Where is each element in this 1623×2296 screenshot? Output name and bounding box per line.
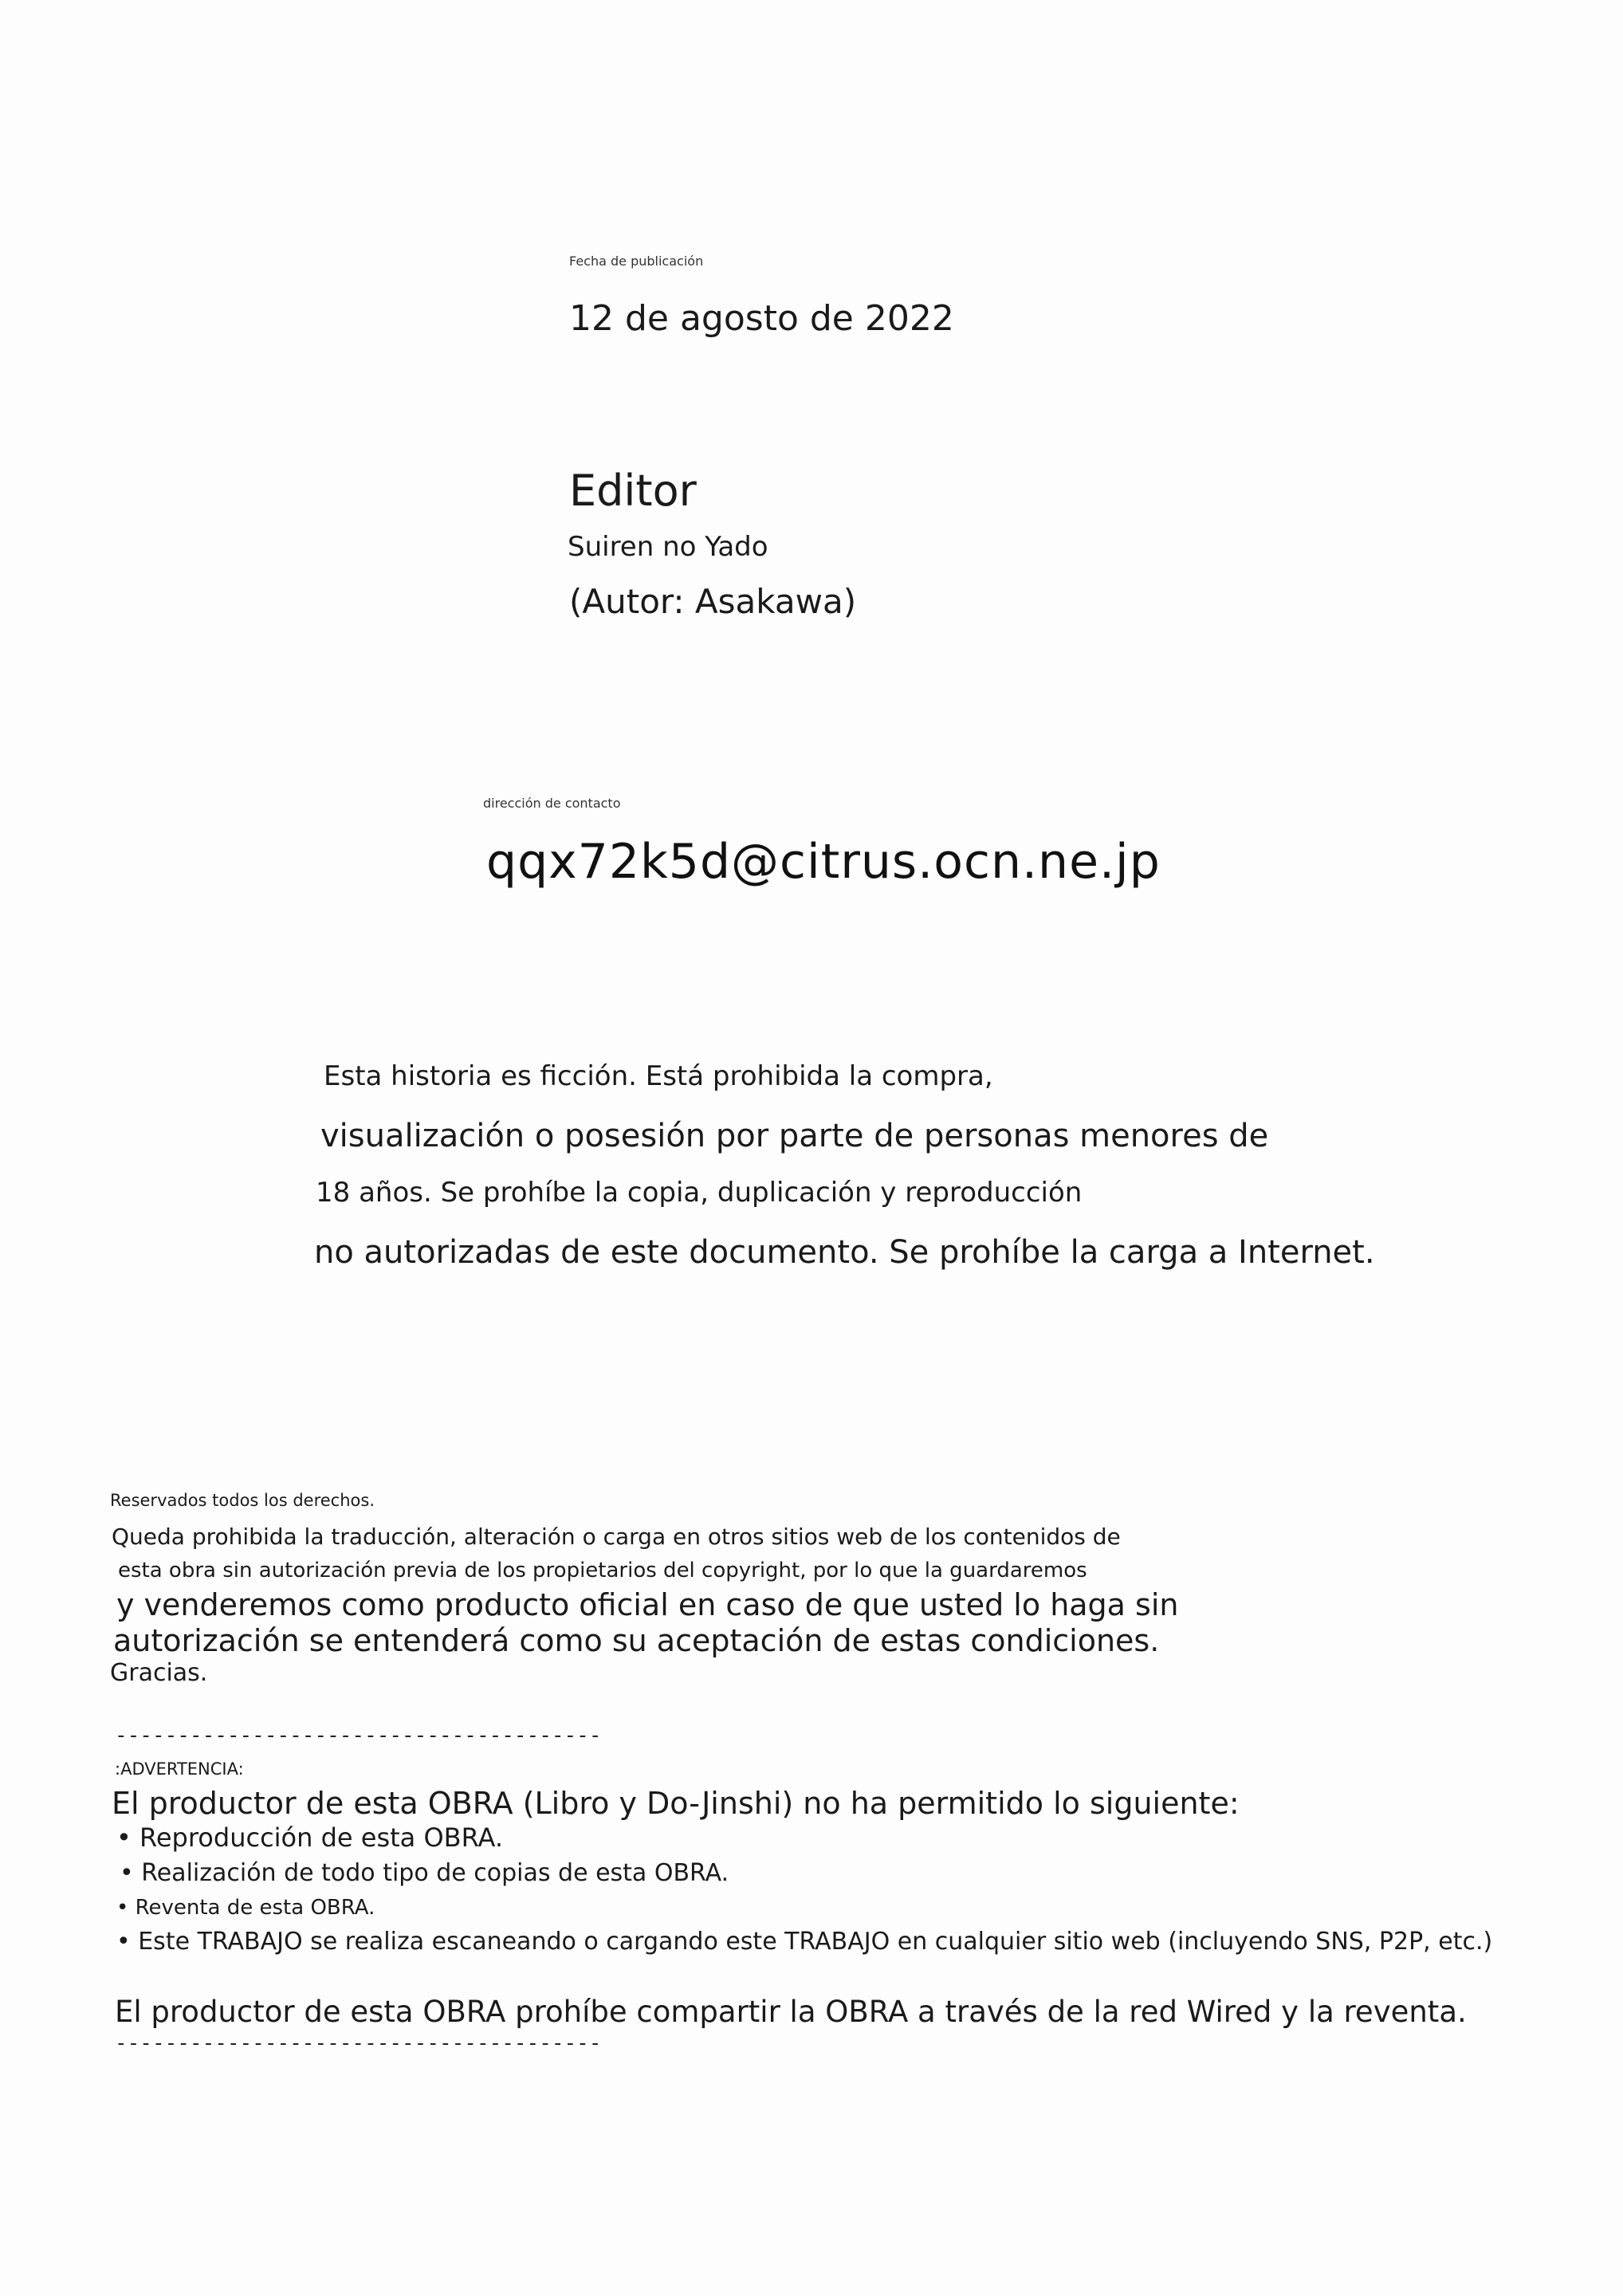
warning-bullet: • Reproducción de esta OBRA. [116,1822,504,1853]
divider-top: --------------------------------------- [115,1724,602,1748]
editor-author: (Autor: Asakawa) [569,582,857,621]
warning-bullet: • Realización de todo tipo de copias de esta OBRA. [120,1859,729,1887]
editor-heading: Editor [569,466,697,516]
contact-email: qqx72k5d@citrus.ocn.ne.jp [486,834,1161,890]
publication-date: 12 de agosto de 2022 [569,298,954,339]
notice-line: Esta historia es ficción. Está prohibida la compra, [324,1060,993,1092]
divider-bottom: --------------------------------------- [115,2031,602,2055]
rights-line: Queda prohibida la traducción, alteración o carga en otros sitios web de los contenidos de [112,1523,1121,1550]
rights-label: Reservados todos los derechos. [110,1491,375,1510]
warning-final: El productor de esta OBRA prohíbe compartir la OBRA a través de la red Wired y la reventa. [115,1995,1467,2029]
editor-name: Suiren no Yado [568,531,768,563]
rights-line: esta obra sin autorización previa de los propietarios del copyright, por lo que la guardaremos [118,1559,1087,1582]
rights-line: y venderemos como producto oficial en caso de que usted lo haga sin [116,1587,1179,1622]
publication-date-label: Fecha de publicación [569,254,704,269]
rights-thanks: Gracias. [110,1659,208,1687]
warning-bullet: • Este TRABAJO se realiza escaneando o cargando este TRABAJO en cualquier sitio web (incluyendo SNS, P2P, etc.) [116,1928,1493,1956]
warning-label: :ADVERTENCIA: [115,1759,244,1779]
notice-line: 18 años. Se prohíbe la copia, duplicación y reproducción [316,1177,1083,1209]
notice-line: no autorizadas de este documento. Se prohíbe la carga a Internet. [314,1234,1375,1271]
notice-line: visualización o posesión por parte de personas menores de [320,1118,1269,1154]
warning-intro: El productor de esta OBRA (Libro y Do-Jinshi) no ha permitido lo siguiente: [112,1786,1240,1821]
contact-label: dirección de contacto [483,796,621,811]
rights-line: autorización se entenderá como su aceptación de estas condiciones. [113,1623,1160,1658]
warning-bullet: • Reventa de esta OBRA. [116,1896,375,1920]
